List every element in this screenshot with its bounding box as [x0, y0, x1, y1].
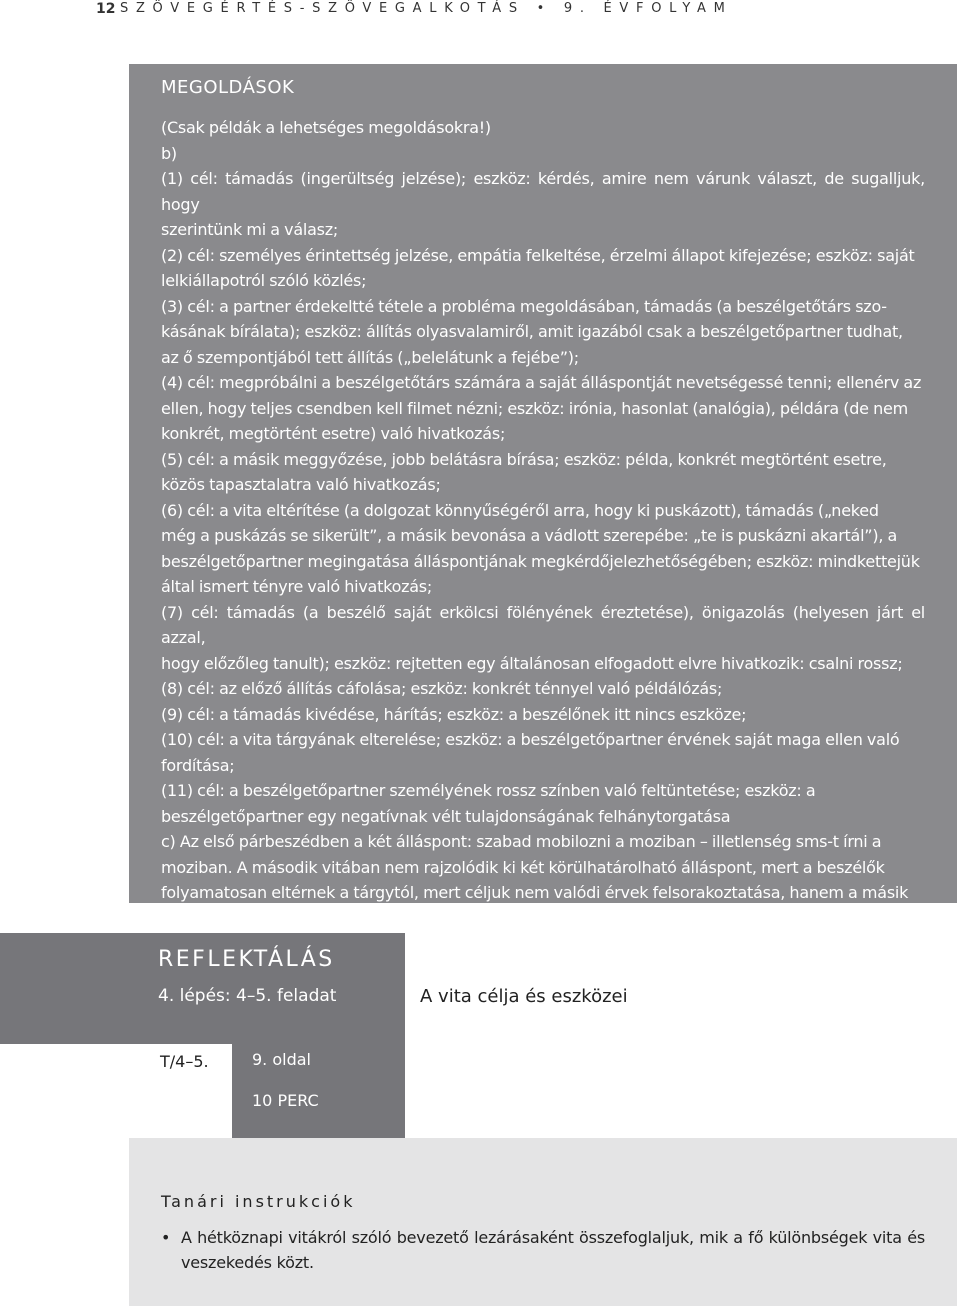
- solution-line: (4) cél: megpróbálni a beszélgetőtárs számára a saját álláspontját nevetségessé tenni; ellenérv az: [161, 373, 922, 392]
- solutions-box: [129, 64, 957, 928]
- solution-line: folyamatosan eltérnek a tárgytól, mert céljuk nem valódi érvek felsorakoztatása, hanem a másik: [161, 883, 909, 902]
- solution-line: moziban. A második vitában nem rajzolódik ki két körülhatárolható álláspont, mert a beszélők: [161, 857, 885, 877]
- reflection-title: REFLEKTÁLÁS: [158, 947, 335, 972]
- solution-line: lelkiállapotról szóló közlés;: [161, 271, 367, 290]
- solution-line: (6) cél: a vita eltérítése (a dolgozat könnyűségéről arra, hogy ki puskázott), támadás („neked: [161, 500, 879, 520]
- solution-line: (8) cél: az előző állítás cáfolása; eszköz: konkrét ténnyel való példálózás;: [161, 679, 723, 698]
- solution-line: konkrét, megtörtént esetre) való hivatkozás;: [161, 424, 506, 443]
- solution-line: hogy előzőleg tanult); eszköz: rejtetten egy általánosan elfogadott elvre hivatkozik: csalni rossz;: [161, 653, 903, 673]
- solution-line: fölébe való kerekedés személyeskedések sorozata révén.: [161, 908, 605, 928]
- solution-line: szerintünk mi a válasz;: [161, 220, 339, 239]
- solution-line: még a puskázás se sikerült”, a másik bevonása a vádlott szerepébe: „te is puskázni akartál”), a: [161, 526, 898, 545]
- task-code: T/4–5.: [160, 1052, 209, 1071]
- solution-line: (10) cél: a vita tárgyának elterelése; eszköz: a beszélgetőpartner érvének saját maga ellen való: [161, 730, 900, 749]
- page-time-box: [232, 1044, 405, 1139]
- solutions-text: [161, 115, 925, 931]
- solution-line: fordítása;: [161, 755, 235, 775]
- solution-line: beszélgetőpartner egy negatívnak vélt tulajdonságának felhánytorgatása: [161, 806, 731, 826]
- solution-line: (Csak példák a lehetséges megoldásokra!): [161, 118, 491, 137]
- task-title: A vita célja és eszközei: [420, 986, 628, 1007]
- solution-line: (9) cél: a támadás kivédése, hárítás; eszköz: a beszélőnek itt nincs eszköze;: [161, 704, 747, 724]
- time-estimate: 10 PERC: [252, 1091, 319, 1110]
- bullet-icon: •: [161, 1228, 171, 1247]
- teacher-instructions-title: Tanári instrukciók: [161, 1192, 356, 1211]
- solution-line: (7) cél: támadás (a beszélő saját erkölcsi fölényének éreztetése), önigazolás (helyesen járt el azzal,: [161, 602, 925, 647]
- solution-line: (5) cél: a másik meggyőzése, jobb belátásra bírása; eszköz: példa, konkrét megtörtént esetre,: [161, 449, 887, 469]
- solution-line: b): [161, 143, 177, 163]
- solution-line: az ő szempontjából tett állítás („belelátunk a fejébe”);: [161, 347, 579, 367]
- solution-line: ellen, hogy teljes csendben kell filmet nézni; eszköz: irónia, hasonlat (analógia), példára (de nem: [161, 398, 908, 418]
- reflection-box: [0, 933, 405, 1044]
- solution-line: (2) cél: személyes érintettség jelzése, empátia felkeltése, érzelmi állapot kifejezése; eszköz: saját: [161, 245, 915, 265]
- page-header: [0, 0, 960, 22]
- solution-line: (1) cél: támadás (ingerültség jelzése); eszköz: kérdés, amire nem várunk választ, de sugalljuk, hogy: [161, 169, 925, 214]
- solutions-title: MEGOLDÁSOK: [161, 77, 295, 98]
- instruction-text: A hétköznapi vitákról szóló bevezető lezárásaként összefoglaljuk, mik a fő különbségek vita és veszekedés közt.: [181, 1228, 925, 1272]
- instruction-item: [161, 1225, 925, 1275]
- page-number: 12: [96, 1, 116, 17]
- teacher-instructions-box: [129, 1138, 957, 1306]
- solution-line: beszélgetőpartner megingatása álláspontjának megkérdőjelezhetőségében; eszköz: mindkettejük: [161, 551, 920, 571]
- solution-line: által ismert tényre való hivatkozás;: [161, 577, 433, 596]
- solution-line: c) Az első párbeszédben a két álláspont: szabad mobilozni a moziban – illetlenség sms-t írni a: [161, 832, 882, 851]
- reflection-step: 4. lépés: 4–5. feladat: [158, 986, 337, 1006]
- solution-line: (11) cél: a beszélgetőpartner személyének rossz színben való feltüntetése; eszköz: a: [161, 781, 816, 800]
- running-title: SZÖVEGÉRTÉS-SZÖVEGALKOTÁS • 9. ÉVFOLYAM: [120, 1, 733, 16]
- page-reference: 9. oldal: [252, 1050, 311, 1069]
- solution-line: kásának bírálata); eszköz: állítás olyasvalamiről, amit igazából csak a beszélgetőpartner tudhat,: [161, 322, 903, 341]
- solution-line: (3) cél: a partner érdekeltté tétele a probléma megoldásában, támadás (a beszélgetőtárs szo-: [161, 296, 887, 316]
- solution-line: közös tapasztalatra való hivatkozás;: [161, 475, 441, 494]
